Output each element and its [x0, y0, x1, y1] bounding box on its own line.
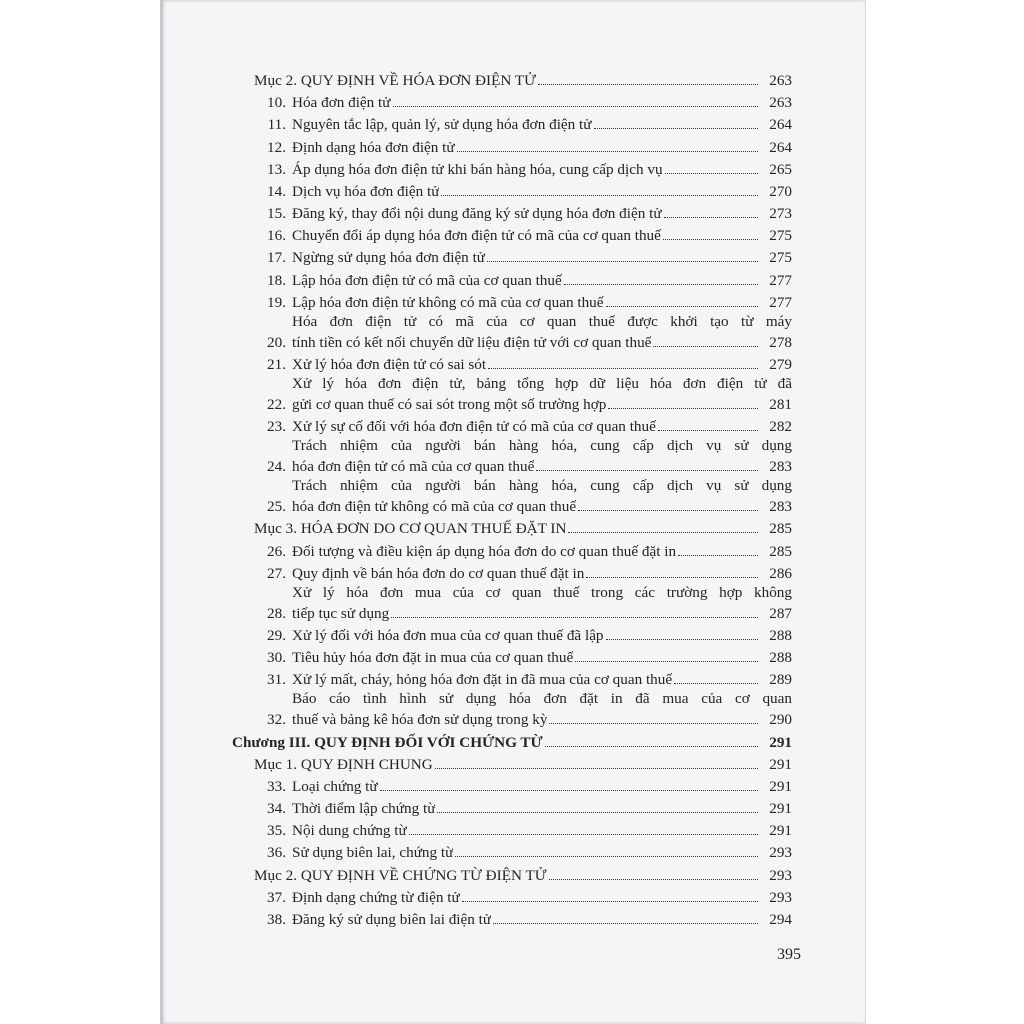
toc-entry — [232, 843, 792, 865]
toc-entry-title: Mục 1. QUY ĐỊNH CHUNG — [254, 755, 433, 773]
toc-entry-number: 30. — [267, 649, 286, 667]
toc-page-number: 263 — [769, 94, 792, 112]
toc-entry-title: Mục 2. QUY ĐỊNH VỀ HÓA ĐƠN ĐIỆN TỬ — [254, 71, 536, 89]
toc-entry-title: Sử dụng biên lai, chứng từ — [292, 844, 454, 862]
toc-entry — [232, 376, 792, 416]
toc-entry — [232, 585, 792, 625]
toc-page-number: 283 — [769, 498, 792, 516]
toc-entry-title: Xử lý sự cố đối với hóa đơn điện tử có mã của cơ quan thuế — [292, 418, 656, 436]
toc-entry-number: 35. — [267, 822, 286, 840]
toc-entry-title: Hóa đơn điện tử có mã của cơ quan thuế được khởi tạo từ máy — [292, 314, 792, 330]
toc-entry — [232, 314, 792, 354]
toc-entry-number: 22. — [267, 396, 286, 414]
dot-leader — [493, 923, 758, 924]
toc-entry-number: 19. — [267, 293, 286, 311]
toc-entry-title: Xử lý hóa đơn mua của cơ quan thuế trong các trường hợp không — [292, 585, 792, 601]
toc-entry-number: 18. — [267, 271, 286, 289]
toc-entry — [232, 820, 792, 842]
dot-leader — [568, 532, 758, 533]
toc-entry-title: Đăng ký sử dụng biên lai điện tử — [292, 911, 492, 929]
toc-page-number: 291 — [769, 822, 792, 840]
toc-page-number: 281 — [769, 396, 792, 414]
toc-page-number: 264 — [769, 138, 792, 156]
toc-page-number: 291 — [769, 800, 792, 818]
toc-entry-title: Xử lý hóa đơn điện tử, bảng tổng hợp dữ liệu hóa đơn điện tử đã — [292, 376, 792, 393]
toc-entry-title: Mục 2. QUY ĐỊNH VỀ CHỨNG TỪ ĐIỆN TỬ — [254, 866, 547, 884]
toc-entry-title: Áp dụng hóa đơn điện tử khi bán hàng hóa, cung cấp dịch vụ — [292, 160, 663, 178]
dot-leader — [488, 368, 758, 369]
toc-entry — [232, 181, 792, 203]
toc-entry-title: Quy định về bán hóa đơn do cơ quan thuế đặt in — [292, 564, 585, 582]
dot-leader — [549, 723, 758, 724]
toc-entry — [232, 203, 792, 225]
toc-entry-number: 17. — [267, 249, 286, 267]
toc-page-number: 293 — [769, 866, 792, 884]
dot-leader — [409, 834, 758, 835]
toc-entry-number: 11. — [267, 116, 286, 134]
toc-entry — [232, 416, 792, 438]
toc-entry-number: 14. — [267, 182, 286, 200]
toc-entry-title: Định dạng hóa đơn điện tử — [292, 138, 455, 156]
dot-leader — [608, 408, 758, 409]
toc-page-number: 273 — [769, 205, 792, 223]
toc-entry-title: Xử lý hóa đơn điện tử có sai sót — [292, 356, 487, 374]
toc-page-number: 285 — [769, 542, 792, 560]
toc-entry — [232, 798, 792, 820]
toc-chapter — [232, 732, 792, 754]
toc-entry-title: Định dạng chứng từ điện tử — [292, 888, 460, 906]
toc-entry-title: Hóa đơn điện tử — [292, 94, 391, 112]
dot-leader — [678, 555, 758, 556]
toc-page-number: 290 — [769, 711, 792, 729]
toc-entry-title: Trách nhiệm của người bán hàng hóa, cung cấp dịch vụ sử dụng — [292, 438, 792, 455]
toc-entry — [232, 625, 792, 647]
toc-entry-title: Nội dung chứng từ — [292, 822, 407, 840]
toc-entry — [232, 776, 792, 798]
toc-entry — [232, 541, 792, 563]
toc-entry-title: Báo cáo tình hình sử dụng hóa đơn đặt in đã mua của cơ quan — [292, 691, 792, 708]
toc-entry — [232, 669, 792, 691]
toc-section — [232, 865, 792, 887]
toc-entry-number: 28. — [267, 604, 286, 622]
table-of-contents — [232, 70, 792, 931]
toc-entry-title: Chương III. QUY ĐỊNH ĐỐI VỚI CHỨNG TỪ — [232, 733, 543, 751]
toc-entry — [232, 270, 792, 292]
toc-entry-title: hóa đơn điện tử có mã của cơ quan thuế — [292, 458, 535, 476]
toc-entry — [232, 225, 792, 247]
toc-entry-number: 37. — [267, 888, 286, 906]
dot-leader — [594, 128, 758, 129]
toc-entry-number: 38. — [267, 911, 286, 929]
toc-page-number: 282 — [769, 418, 792, 436]
toc-entry-title: Dịch vụ hóa đơn điện tử — [292, 182, 440, 200]
toc-entry-title: Chuyển đổi áp dụng hóa đơn điện tử có mã của cơ quan thuế — [292, 227, 661, 245]
toc-page-number: 293 — [769, 888, 792, 906]
toc-entry — [232, 563, 792, 585]
dot-leader — [538, 84, 758, 85]
dot-leader — [545, 746, 758, 747]
toc-page-number: 287 — [769, 604, 792, 622]
toc-entry-title: Lập hóa đơn điện tử không có mã của cơ quan thuế — [292, 293, 604, 311]
toc-entry-title: Xử lý mất, cháy, hỏng hóa đơn đặt in đã mua của cơ quan thuế — [292, 671, 673, 689]
toc-entry-number: 27. — [267, 564, 286, 582]
toc-entry — [232, 887, 792, 909]
dot-leader — [653, 346, 758, 347]
toc-entry-number: 12. — [267, 138, 286, 156]
toc-entry-title: gửi cơ quan thuế có sai sót trong một số trường hợp — [292, 396, 607, 414]
toc-entry-title: tiếp tục sử dụng — [292, 604, 390, 622]
toc-entry-number: 32. — [267, 711, 286, 729]
dot-leader — [549, 879, 758, 880]
toc-page-number: 277 — [769, 271, 792, 289]
dot-leader — [578, 510, 758, 511]
dot-leader — [586, 577, 758, 578]
toc-entry — [232, 647, 792, 669]
toc-page-number: 291 — [769, 733, 792, 751]
dot-leader — [665, 173, 758, 174]
toc-entry — [232, 114, 792, 136]
toc-entry-title: Mục 3. HÓA ĐƠN DO CƠ QUAN THUẾ ĐẶT IN — [254, 520, 567, 538]
toc-entry-title: Ngừng sử dụng hóa đơn điện tử — [292, 249, 486, 267]
dot-leader — [441, 195, 758, 196]
toc-entry-number: 20. — [267, 333, 286, 351]
toc-entry-number: 10. — [267, 94, 286, 112]
dot-leader — [435, 768, 758, 769]
page-number: 395 — [777, 946, 801, 963]
toc-entry-title: Lập hóa đơn điện tử có mã của cơ quan thuế — [292, 271, 562, 289]
toc-page-number: 294 — [769, 911, 792, 929]
toc-entry-title: Loại chứng từ — [292, 777, 378, 795]
toc-page-number: 270 — [769, 182, 792, 200]
dot-leader — [663, 239, 758, 240]
toc-entry-number: 36. — [267, 844, 286, 862]
dot-leader — [606, 306, 759, 307]
toc-entry-number: 26. — [267, 542, 286, 560]
toc-entry-title: Nguyên tắc lập, quản lý, sử dụng hóa đơn điện tử — [292, 116, 592, 134]
toc-entry — [232, 248, 792, 270]
toc-page-number: 277 — [769, 293, 792, 311]
dot-leader — [575, 661, 758, 662]
toc-entry-number: 34. — [267, 800, 286, 818]
toc-entry — [232, 92, 792, 114]
toc-page-number: 291 — [769, 777, 792, 795]
dot-leader — [606, 639, 758, 640]
toc-entry-title: Thời điểm lập chứng từ — [292, 800, 436, 818]
toc-section — [232, 754, 792, 776]
dot-leader — [457, 151, 758, 152]
dot-leader — [536, 470, 758, 471]
toc-page-number: 275 — [769, 227, 792, 245]
toc-page-number: 283 — [769, 458, 792, 476]
toc-entry-title: Đối tượng và điều kiện áp dụng hóa đơn do cơ quan thuế đặt in — [292, 542, 677, 560]
toc-entry-title: tính tiền có kết nối chuyển dữ liệu điện tử với cơ quan thuế — [292, 333, 652, 351]
dot-leader — [437, 812, 758, 813]
dot-leader — [487, 261, 758, 262]
toc-section — [232, 70, 792, 92]
toc-entry-title: Xử lý đối với hóa đơn mua của cơ quan thuế đã lập — [292, 626, 604, 644]
toc-entry-title: Đăng ký, thay đổi nội dung đăng ký sử dụng hóa đơn điện tử — [292, 205, 662, 223]
toc-entry-number: 23. — [267, 418, 286, 436]
dot-leader — [455, 856, 758, 857]
toc-entry-number: 25. — [267, 498, 286, 516]
dot-leader — [564, 284, 758, 285]
toc-page-number: 291 — [769, 755, 792, 773]
toc-entry-title: Trách nhiệm của người bán hàng hóa, cung cấp dịch vụ sử dụng — [292, 478, 792, 495]
toc-entry — [232, 137, 792, 159]
toc-entry — [232, 692, 792, 732]
dot-leader — [380, 790, 758, 791]
toc-page-number: 286 — [769, 564, 792, 582]
toc-page-number: 289 — [769, 671, 792, 689]
toc-page-number: 265 — [769, 160, 792, 178]
dot-leader — [664, 217, 758, 218]
toc-entry — [232, 438, 792, 478]
toc-entry — [232, 478, 792, 518]
dot-leader — [658, 430, 758, 431]
dot-leader — [674, 683, 758, 684]
toc-entry — [232, 159, 792, 181]
toc-entry-title: hóa đơn điện tử không có mã của cơ quan thuế — [292, 498, 577, 516]
toc-entry — [232, 292, 792, 314]
toc-entry-number: 33. — [267, 777, 286, 795]
toc-entry-title: Tiêu hủy hóa đơn đặt in mua của cơ quan thuế — [292, 649, 574, 667]
toc-entry-number: 24. — [267, 458, 286, 476]
toc-entry-number: 15. — [267, 205, 286, 223]
dot-leader — [391, 617, 758, 618]
toc-entry-number: 13. — [267, 160, 286, 178]
toc-page-number: 293 — [769, 844, 792, 862]
toc-section — [232, 518, 792, 540]
toc-page-number: 264 — [769, 116, 792, 134]
toc-page-number: 278 — [769, 333, 792, 351]
toc-entry-number: 21. — [267, 356, 286, 374]
toc-page-number: 285 — [769, 520, 792, 538]
toc-entry-number: 16. — [267, 227, 286, 245]
toc-page-number: 288 — [769, 649, 792, 667]
toc-page-number: 263 — [769, 71, 792, 89]
toc-page-number: 275 — [769, 249, 792, 267]
toc-entry-title: thuế và bảng kê hóa đơn sử dụng trong kỳ — [292, 711, 548, 729]
toc-entry-number: 29. — [267, 626, 286, 644]
dot-leader — [393, 106, 758, 107]
toc-page-number: 279 — [769, 356, 792, 374]
toc-entry — [232, 909, 792, 931]
toc-page-number: 288 — [769, 626, 792, 644]
dot-leader — [462, 901, 758, 902]
toc-entry — [232, 354, 792, 376]
toc-entry-number: 31. — [267, 671, 286, 689]
